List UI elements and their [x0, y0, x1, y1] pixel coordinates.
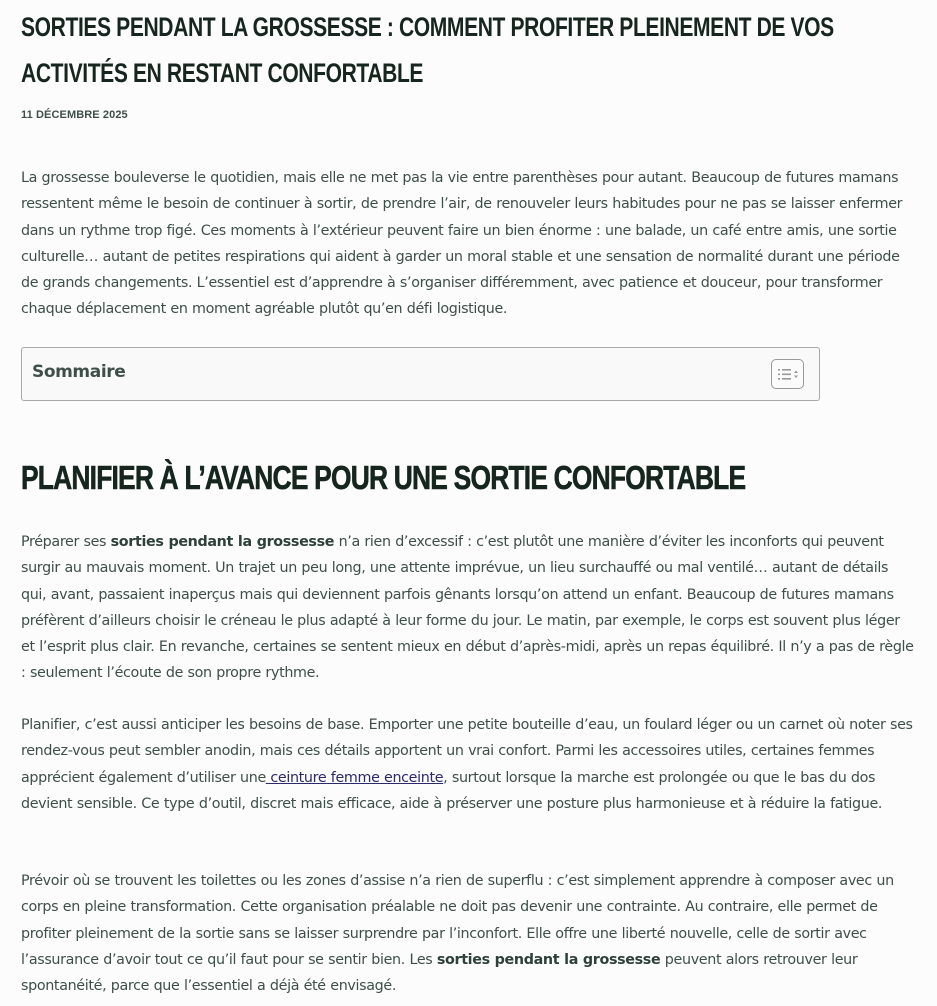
- list-toggle-icon: [777, 367, 799, 382]
- section-paragraph-1: [21, 529, 916, 687]
- section-paragraph-3: [21, 868, 916, 999]
- section-heading: PLANIFIER À L’AVANCE POUR UNE SORTIE CONFORTABLE: [21, 459, 746, 496]
- text: Prévoir où se trouvent les toilettes ou les zones d’assise n’a rien de superflu : c’est simplement apprendre à composer avec un corps en pleine transformation. Cette organisation préalable ne doit pas devenir une contrainte. Au contraire, elle permet de profiter pleinement de la sortie sans se laisser surprendre par l’inconfort. Elle offre une liberté nouvelle, celle de sortir avec l’assurance d’avoir tout ce qu’il faut pour se sentir bien. Les: [21, 873, 894, 968]
- table-of-contents: [21, 347, 820, 401]
- text: , surtout lorsque la marche est prolongée ou que le bas du dos devient sensible. Ce type d’outil, discret mais efficace, aide à préserver une posture plus harmonieuse et à réduire la fatigue.: [21, 769, 883, 812]
- toc-title: Sommaire: [32, 362, 126, 382]
- text: Planifier, c’est aussi anticiper les besoins de base. Emporter une petite bouteille d’eau, un foulard léger ou un carnet où noter ses rendez-vous peut sembler anodin, mais ces détails apportent un vrai confort. Parmi les accessoires utiles, certaines femmes apprécient également d’utiliser une: [21, 717, 913, 786]
- article-title: SORTIES PENDANT LA GROSSESSE : COMMENT PROFITER PLEINEMENT DE VOS ACTIVITÉS EN RESTANT CONFORTABLE: [21, 12, 834, 88]
- text: Préparer ses: [21, 534, 111, 550]
- section-paragraph-2: [21, 712, 916, 817]
- toc-toggle-button[interactable]: [771, 359, 804, 389]
- text: n’a rien d’excessif : c’est plutôt une manière d’éviter les inconforts qui peuvent surgir au mauvais moment. Un trajet un peu long, une attente imprévue, un lieu surchauffé ou mal ventilé… autant de détails qui, avant, passaient inaperçus mais qui deviennent parfois gênants lorsqu’on attend un enfant. Beaucoup de futures mamans préfèrent d’ailleurs choisir le créneau le plus adapté à leur forme du jour. Le matin, par exemple, le corps est souvent plus léger et l’esprit plus clair. En revanche, certaines se sentent mieux en début d’après-midi, après un repas équilibré. Il n’y a pas de règle : seulement l’écoute de son propre rythme.: [21, 534, 914, 682]
- publish-date: 11 DÉCEMBRE 2025: [21, 109, 128, 121]
- bold-keyword: sorties pendant la grossesse: [110, 534, 335, 550]
- bold-keyword: sorties pendant la grossesse: [436, 951, 661, 968]
- text: peuvent alors retrouver leur spontanéité, parce que l’essentiel a déjà été envisagé.: [21, 951, 858, 995]
- ceinture-link[interactable]: ceinture femme enceinte: [265, 769, 444, 786]
- intro-paragraph: La grossesse bouleverse le quotidien, mais elle ne met pas la vie entre parenthèses pour autant. Beaucoup de futures mamans ressentent même le besoin de continuer à sortir, de prendre l’air, de renouveler leurs habitudes pour ne pas se laisser enfermer dans un rythme trop figé. Ces moments à l’extérieur peuvent faire un bien énorme : une balade, un café entre amis, une sortie culturelle… autant de petites respirations qui aident à garder un moral stable et une sensation de normalité durant une période de grands changements. L’essentiel est d’apprendre à s’organiser différemment, avec patience et douceur, pour transformer chaque déplacement en moment agréable plutôt qu’en défi logistique.: [21, 170, 903, 318]
